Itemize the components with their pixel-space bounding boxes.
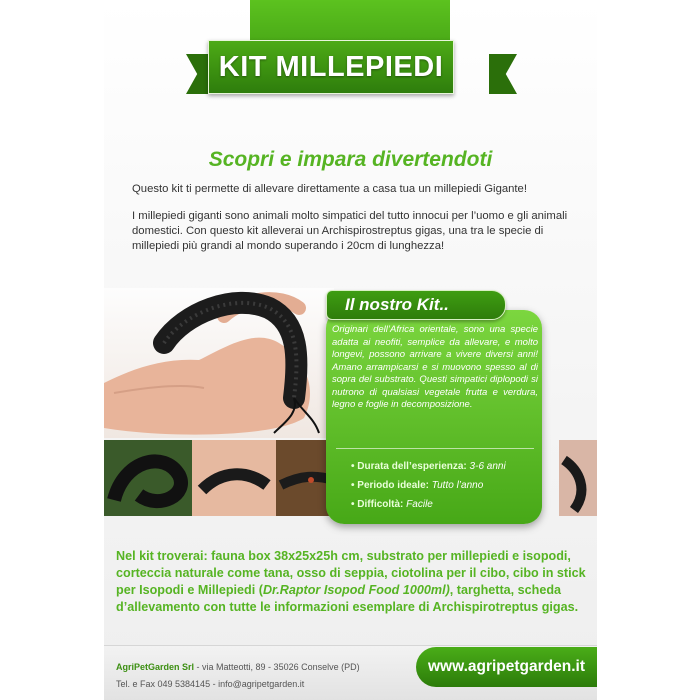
intro-paragraph-2: I millepiedi giganti sono animali molto simpatici del tutto innocui per l’uomo e gli animali domestici. Con questo kit alleverai un Archispirostreptus gigas, una tra le specie di millepiedi più grandi al mondo superando i 20cm di lunghezza! xyxy=(132,210,568,252)
kit-contents-text: Nel kit troverai: fauna box 38x25x25h cm, substrato per millepiedi e isopodi, corteccia naturale come tana, osso di seppia, ciotolina per il cibo, cibo in stick per Isopodi e Millepiedi (Dr.Raptor Isopod Food 1000ml), targhetta, scheda d’allevamento con tutte le informazioni esemplare di Archispirotreptus gigas. xyxy=(116,549,586,614)
subtitle: Scopri e impara divertendoti xyxy=(208,148,493,171)
page-title: KIT MILLEPIEDI xyxy=(218,50,444,83)
millipede-photo-1 xyxy=(104,440,192,516)
kit-divider xyxy=(336,448,534,449)
detail-period: • Periodo ideale: Tutto l’anno xyxy=(351,480,484,491)
title-banner xyxy=(208,40,454,94)
footer-address: AgriPetGarden Srl - via Matteotti, 89 - 35026 Conselve (PD) xyxy=(116,662,360,672)
intro-text xyxy=(132,182,572,266)
kit-details-list xyxy=(351,457,541,514)
kit-description: Originari dell’Africa orientale, sono una specie adatta ai neofiti, semplice da allevare, e molto longevi, possono arrivare a vivere diversi anni! Amano arrampicarsi e si muovono spesso al di sopra del substrato. Questi simpatici diplopodi si nutrono di qualsiasi vegetale frutta e verdura, legno e foglie in decomposizione. xyxy=(332,324,538,410)
website-link[interactable]: www.agripetgarden.it xyxy=(416,647,597,687)
flyer-page xyxy=(104,0,597,700)
detail-duration: • Durata dell’esperienza: 3-6 anni xyxy=(351,461,506,472)
detail-difficulty: • Difficoltà: Facile xyxy=(351,499,433,510)
millipede-photo-2 xyxy=(192,440,276,516)
millipede-hand-photo xyxy=(104,288,334,438)
intro-paragraph-1: Questo kit ti permette di allevare direttamente a casa tua un millepiedi Gigante! xyxy=(132,183,527,195)
kit-heading: Il nostro Kit.. xyxy=(326,290,506,320)
millipede-photo-4 xyxy=(559,440,597,516)
footer-contact: Tel. e Fax 049 5384145 - info@agripetgarden.it xyxy=(116,679,305,689)
banner-ribbon-right xyxy=(489,54,517,94)
